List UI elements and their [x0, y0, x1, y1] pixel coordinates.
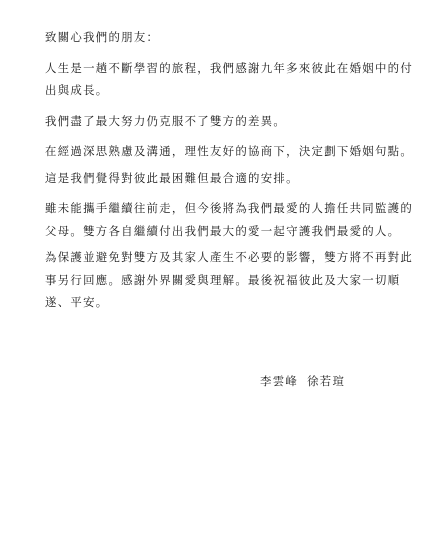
paragraph-2	[45, 110, 397, 133]
paragraph-line: 人生是一趟不斷學習的旅程，我們感謝九年多來彼此在婚姻中的付	[45, 60, 414, 75]
paragraph-line: 為保護並避免對雙方及其家人產生不必要的影響，雙方將不再對此	[45, 250, 414, 264]
paragraph-line: 在經過深思熟慮及溝通，理性友好的協商下，決定劃下婚姻句點。	[45, 144, 414, 158]
paragraph-4	[45, 167, 397, 190]
paragraph-line: 父母。雙方各自繼續付出我們最大的愛一起守護我們最愛的人。	[45, 223, 401, 238]
paragraph-line: 事另行回應。感謝外界關愛與理解。最後祝福彼此及大家一切順	[45, 272, 401, 287]
paragraph-3	[45, 140, 414, 163]
letter-body	[45, 26, 414, 314]
paragraph-1	[45, 57, 414, 102]
paragraph-line: 出與成長。	[45, 83, 109, 97]
signature-name-2: 徐若瑄	[307, 374, 346, 388]
paragraph-line: 我們盡了最大努力仍克服不了雙方的差異。	[45, 113, 287, 128]
paragraph-line: 這是我們覺得對彼此最困難但最合適的安排。	[45, 170, 299, 185]
paragraph-line: 雖未能攜手繼續往前走，但今後將為我們最愛的人擔任共同監護的	[45, 201, 414, 215]
paragraph-6	[45, 246, 414, 314]
letter-greeting: 致關心我們的朋友：	[45, 30, 160, 44]
paragraph-line: 遂、平安。	[45, 295, 109, 309]
paragraph-5	[45, 197, 414, 242]
signature-name-1: 李雲峰	[260, 374, 299, 388]
signature-line	[260, 373, 345, 389]
